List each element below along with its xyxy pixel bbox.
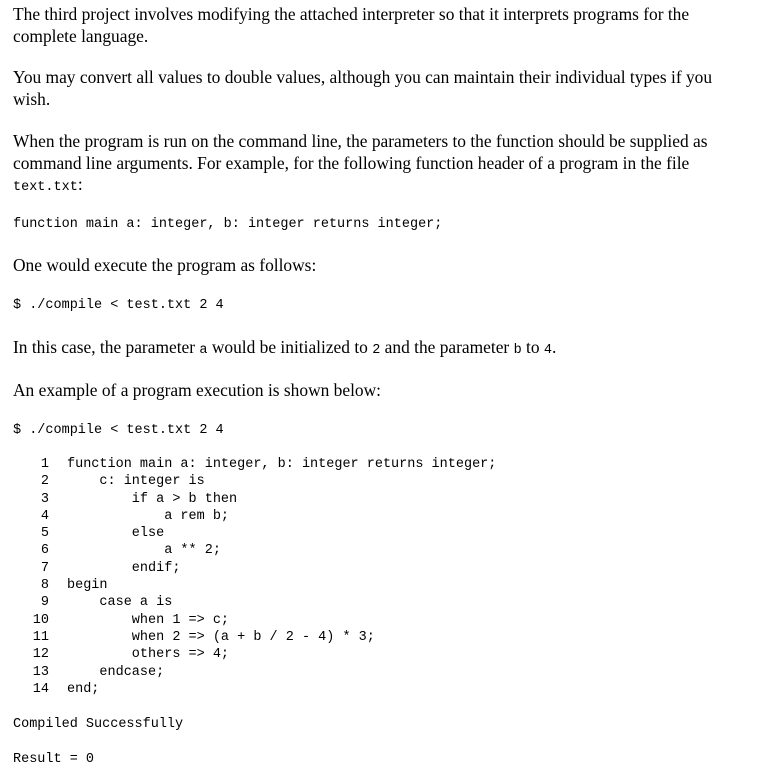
line-number: 2 (40, 474, 49, 490)
param-value-4: 4 (543, 343, 553, 358)
param-var-b: b (513, 343, 522, 358)
line-number: 6 (40, 543, 49, 559)
line-code: begin (67, 578, 108, 594)
line-number: 11 (32, 629, 49, 645)
listing-line (13, 594, 496, 611)
line-number: 14 (32, 681, 49, 697)
line-number: 1 (40, 457, 49, 472)
execute-paragraph: One would execute the program as follows: (13, 255, 317, 275)
command-line-text: When the program is run on the command line, the parameters to the function should be supplied as command line arguments. For example, for the following function header of a program in the file (13, 131, 708, 173)
command-line-colon: : (77, 174, 83, 194)
line-number: 8 (40, 578, 49, 594)
listing-line (13, 525, 496, 542)
line-number: 13 (32, 664, 49, 680)
line-code: endcase; (67, 664, 165, 680)
file-name-code: text.txt (13, 180, 78, 195)
listing-line (13, 681, 496, 698)
listing-line (13, 491, 496, 508)
line-number: 7 (40, 560, 49, 576)
line-code: when 1 => c; (67, 612, 230, 628)
line-code: others => 4; (67, 647, 230, 663)
param-text-a: In this case, the parameter (13, 337, 200, 357)
line-number: 5 (40, 526, 49, 542)
line-code: when 2 => (a + b / 2 - 4) * 3; (67, 629, 375, 645)
compile-command-code: $ ./compile < test.txt 2 4 (13, 298, 224, 313)
line-code: end; (67, 681, 100, 697)
line-number: 12 (32, 647, 49, 663)
line-number: 10 (32, 612, 49, 628)
listing-line (13, 560, 496, 577)
param-text-c: and the parameter (380, 337, 514, 357)
result-output: Result = 0 (13, 752, 95, 767)
line-code: function main a: integer, b: integer returns integer; (67, 457, 497, 472)
example-compile-command-code: $ ./compile < test.txt 2 4 (13, 423, 224, 438)
line-code: case a is (67, 595, 173, 611)
param-text-e: . (552, 337, 557, 357)
param-value-2: 2 (372, 343, 381, 358)
param-text-b: would be initialized to (207, 337, 373, 357)
line-code: else (67, 526, 165, 542)
command-line-paragraph (13, 131, 748, 199)
types-paragraph: You may convert all values to double values, although you can maintain their individual types if you wish. (13, 67, 713, 109)
line-number: 4 (40, 508, 49, 524)
compiled-message: Compiled Successfully (13, 717, 184, 732)
listing-line (13, 456, 496, 473)
listing-line (13, 508, 496, 525)
listing-line (13, 542, 496, 559)
line-number: 3 (40, 491, 49, 507)
line-code: endif; (67, 560, 181, 576)
param-var-a: a (199, 343, 208, 358)
listing-line (13, 629, 496, 646)
line-code: c: integer is (67, 474, 205, 490)
parameter-paragraph (13, 337, 748, 362)
intro-paragraph: The third project involves modifying the attached interpreter so that it interprets programs for the complete language. (13, 4, 690, 46)
line-number: 9 (40, 595, 49, 611)
listing-line (13, 646, 496, 663)
example-paragraph: An example of a program execution is shown below: (13, 380, 382, 400)
param-text-d: to (521, 337, 544, 357)
line-code: a rem b; (67, 508, 230, 524)
line-code: if a > b then (67, 491, 238, 507)
listing-line (13, 473, 496, 490)
program-listing (13, 456, 496, 698)
listing-line (13, 577, 496, 594)
line-code: a ** 2; (67, 543, 221, 559)
function-header-code: function main a: integer, b: integer returns integer; (13, 217, 443, 232)
listing-line (13, 664, 496, 681)
listing-line (13, 612, 496, 629)
